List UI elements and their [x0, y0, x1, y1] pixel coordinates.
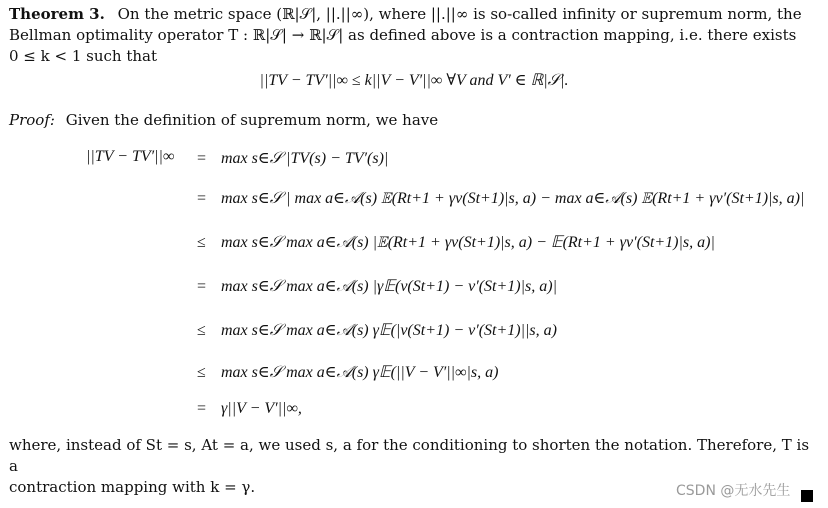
- step-expression: max s∈𝒮 max a∈𝒜(s) |𝔼(Rt+1 + γv(St+1)|s, a) − 𝔼(Rt+1 + γv′(St+1)|s, a)|: [221, 234, 715, 251]
- derivation-step: [197, 320, 557, 340]
- derivation-lhs: ||TV − TV′||∞: [86, 148, 175, 165]
- step-expression: γ||V − V′||∞,: [221, 400, 302, 417]
- theorem-display-equation: ||TV − TV′||∞ ≤ k||V − V′||∞ ∀V and V′ ∈ ℝ|𝒮|.: [259, 72, 569, 89]
- step-expression: max s∈𝒮 |TV(s) − TV′(s)|: [221, 150, 389, 167]
- relation-symbol: ≤: [197, 322, 206, 339]
- derivation-step: [197, 148, 388, 168]
- derivation-step: [197, 362, 498, 382]
- corner-square-icon: [801, 490, 813, 502]
- proof-intro-text: Given the definition of supremum norm, we have: [65, 111, 439, 129]
- theorem-line-1: [9, 4, 817, 25]
- closing-line-1: where, instead of St = s, At = a, we used s, a for the conditioning to shorten the notation. Therefore, T is a: [9, 436, 810, 475]
- derivation-step: [197, 188, 804, 208]
- theorem-paragraph: [9, 4, 817, 67]
- derivation-step: [197, 400, 302, 418]
- proof-label: Proof:: [9, 111, 55, 129]
- relation-symbol: ≤: [197, 364, 206, 381]
- theorem-line-2: Bellman optimality operator T : ℝ|𝒮| → ℝ|𝒮| as defined above is a contraction mapping, i.e. there exists: [9, 26, 797, 44]
- step-expression: max s∈𝒮 | max a∈𝒜(s) 𝔼(Rt+1 + γv(St+1)|s, a) − max a∈𝒜(s) 𝔼(Rt+1 + γv′(St+1)|s, a)|: [221, 190, 805, 207]
- proof-intro: [9, 110, 817, 131]
- relation-symbol: =: [197, 400, 207, 417]
- relation-symbol: =: [197, 190, 207, 207]
- relation-symbol: ≤: [197, 234, 206, 251]
- step-expression: max s∈𝒮 max a∈𝒜(s) γ𝔼(||V − V′||∞|s, a): [221, 364, 499, 381]
- derivation-step: [197, 232, 715, 252]
- closing-line-2: contraction mapping with k = γ.: [9, 478, 256, 496]
- step-expression: max s∈𝒮 max a∈𝒜(s) γ𝔼(|v(St+1) − v′(St+1)||s, a): [221, 322, 557, 339]
- derivation-step: [197, 276, 557, 296]
- relation-symbol: =: [197, 278, 207, 295]
- csdn-watermark: CSDN @无水先生: [676, 483, 791, 499]
- theorem-line-3: 0 ≤ k < 1 such that: [9, 47, 158, 65]
- theorem-text-1: On the metric space (ℝ|𝒮|, ||.||∞), where ||.||∞ is so-called infinity or supremum norm, the: [117, 5, 802, 23]
- relation-symbol: =: [197, 150, 207, 167]
- step-expression: max s∈𝒮 max a∈𝒜(s) |γ𝔼(v(St+1) − v′(St+1)|s, a)|: [221, 278, 557, 295]
- theorem-label: Theorem 3.: [9, 5, 105, 23]
